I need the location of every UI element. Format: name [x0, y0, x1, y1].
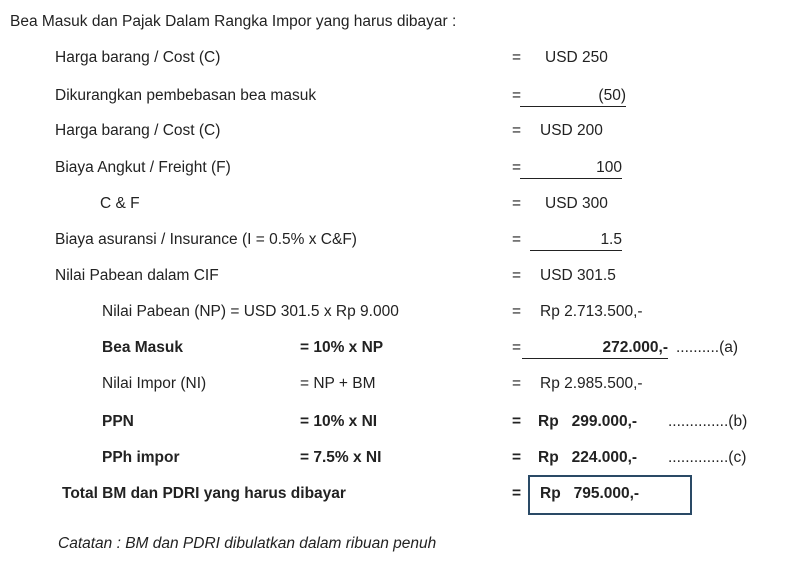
row-label: C & F [100, 195, 140, 212]
row-label: PPN [102, 413, 134, 430]
equals-sign: = [512, 231, 522, 248]
row-label: PPh impor [102, 449, 180, 466]
equals-sign: = [512, 267, 522, 284]
row-formula: = NP + BM [300, 375, 376, 392]
total-value: Rp 795.000,- [540, 485, 640, 502]
equals-sign: = [512, 49, 522, 66]
row-formula: = 7.5% x NI [300, 449, 382, 466]
row-label: Harga barang / Cost (C) [55, 49, 221, 66]
row-value: Rp 299.000,- [538, 413, 638, 430]
row-note: ..............(b) [668, 413, 748, 430]
footnote: Catatan : BM dan PDRI dibulatkan dalam ribuan penuh [58, 535, 437, 552]
row-label: Biaya Angkut / Freight (F) [55, 159, 231, 176]
row-label: Nilai Pabean (NP) = USD 301.5 x Rp 9.000 [102, 303, 399, 320]
row-formula: = 10% x NP [300, 339, 384, 356]
row-label: Biaya asuransi / Insurance (I = 0.5% x C&F) [55, 231, 357, 248]
equals-sign: = [512, 87, 522, 104]
row-value: 272.000,- [522, 338, 668, 359]
heading: Bea Masuk dan Pajak Dalam Rangka Impor yang harus dibayar : [10, 13, 457, 30]
row-label: Harga barang / Cost (C) [55, 122, 221, 139]
row-note: ..........(a) [676, 339, 739, 356]
equals-sign: = [512, 413, 522, 430]
equals-sign: = [512, 485, 522, 502]
row-label: Nilai Pabean dalam CIF [55, 267, 219, 284]
row-value: 100 [520, 158, 622, 179]
row-value: USD 301.5 [540, 267, 616, 284]
row-label: Dikurangkan pembebasan bea masuk [55, 87, 317, 104]
row-value: Rp 224.000,- [538, 449, 638, 466]
equals-sign: = [512, 122, 522, 139]
row-label: Bea Masuk [102, 339, 183, 356]
equals-sign: = [512, 195, 522, 212]
total-label: Total BM dan PDRI yang harus dibayar [62, 485, 346, 502]
equals-sign: = [512, 375, 522, 392]
row-value: Rp 2.985.500,- [540, 375, 643, 392]
equals-sign: = [512, 159, 522, 176]
row-value: USD 300 [545, 195, 608, 212]
row-value: Rp 2.713.500,- [540, 303, 643, 320]
equals-sign: = [512, 449, 522, 466]
row-value: 1.5 [530, 230, 622, 251]
row-value: USD 250 [545, 49, 608, 66]
row-label: Nilai Impor (NI) [102, 375, 207, 392]
row-value: (50) [520, 86, 626, 107]
equals-sign: = [512, 339, 522, 356]
equals-sign: = [512, 303, 522, 320]
row-note: ..............(c) [668, 449, 747, 466]
row-value: USD 200 [540, 122, 603, 139]
row-formula: = 10% x NI [300, 413, 378, 430]
